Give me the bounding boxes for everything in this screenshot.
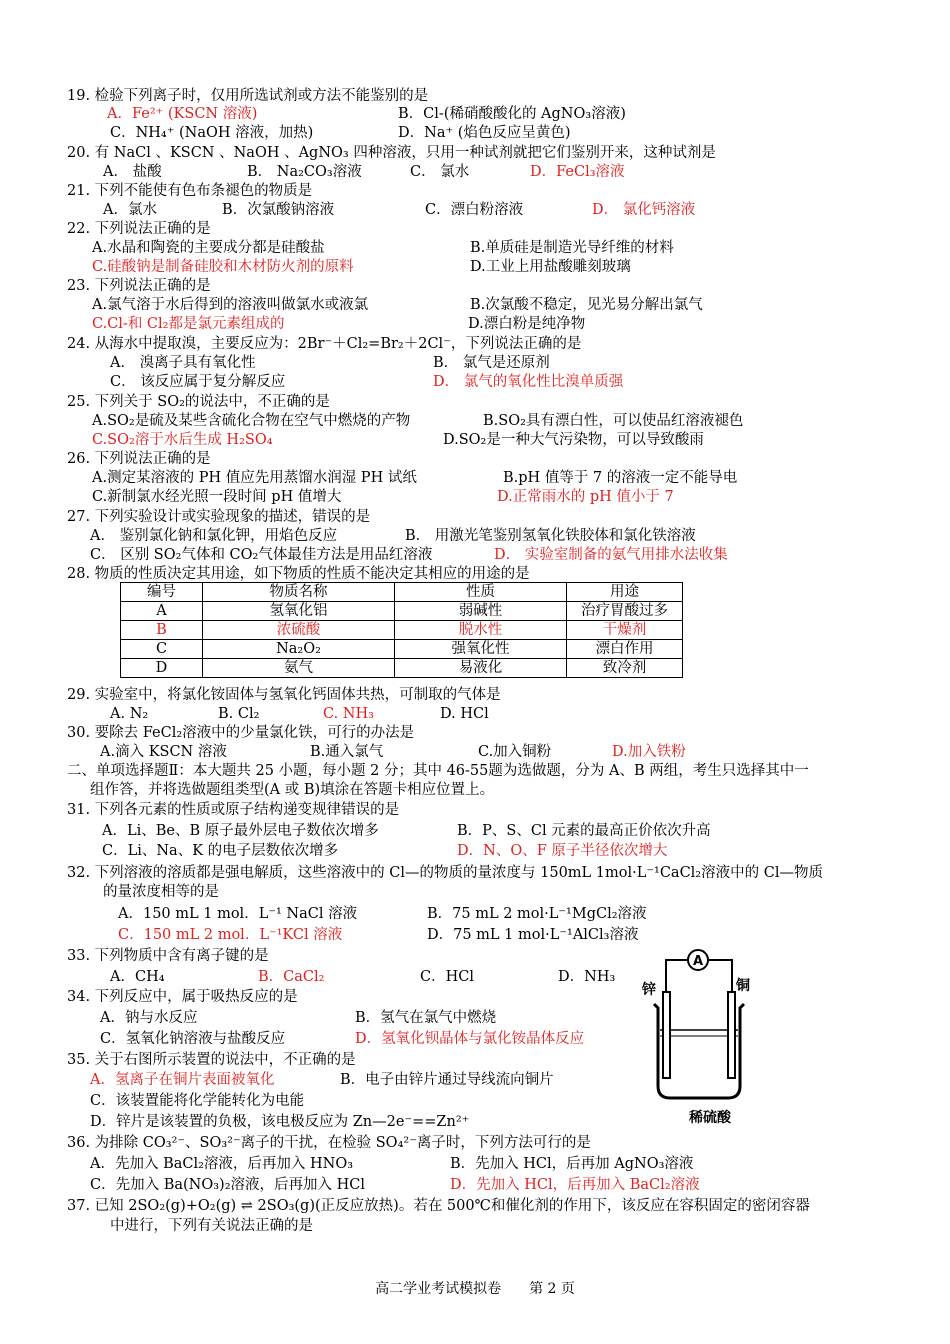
table-header-cell: 用途	[567, 583, 683, 602]
text-line: D.SO₂是一种大气污染物，可以导致酸雨	[443, 432, 704, 448]
text-line: B．CaCl₂	[258, 969, 325, 985]
table-cell: 浓硫酸	[203, 621, 395, 640]
text-line: D.工业上用盐酸雕刻玻璃	[470, 259, 631, 275]
properties-table	[120, 582, 683, 678]
text-line: C.Cl-和 Cl₂都是氯元素组成的	[92, 316, 285, 332]
text-line: 24. 从海水中提取溴，主要反应为：2Br⁻＋Cl₂=Br₂＋2Cl⁻，下列说法正确的是	[67, 336, 582, 352]
text-line: 中进行，下列有关说法正确的是	[110, 1218, 313, 1234]
table-row	[121, 659, 683, 678]
text-line: D． 氯气的氧化性比溴单质强	[433, 374, 624, 390]
acid-label: 稀硫酸	[689, 1110, 731, 1126]
text-line: 28. 物质的性质决定其用途，如下物质的性质不能决定其相应的用途的是	[67, 566, 530, 582]
text-line: A.滴入 KSCN 溶液	[100, 744, 227, 760]
text-line: A． 鉴别氯化钠和氯化钾，用焰色反应	[90, 528, 338, 544]
text-line: D.漂白粉是纯净物	[468, 316, 586, 332]
text-line: D．氢氧化钡晶体与氯化铵晶体反应	[355, 1031, 585, 1047]
text-line: C．NH₄⁺ (NaOH 溶液，加热)	[110, 125, 314, 141]
text-line: B.次氯酸不稳定，见光易分解出氯气	[470, 297, 703, 313]
table-cell: 脱水性	[395, 621, 567, 640]
table-header-cell: 编号	[121, 583, 203, 602]
text-line: B.pH 值等于 7 的溶液一定不能导电	[503, 470, 738, 486]
table-cell: Na₂O₂	[203, 640, 395, 659]
text-line: A． 溴离子具有氧化性	[110, 355, 256, 371]
table-row	[121, 602, 683, 621]
text-line: B. Cl₂	[218, 706, 260, 722]
text-line: 20. 有 NaCl 、KSCN 、NaOH 、AgNO₃ 四种溶液，只用一种试剂就把它们鉴别开来，这种试剂是	[67, 145, 716, 161]
text-line: B． 氯气是还原剂	[433, 355, 550, 371]
zinc-electrode	[663, 992, 670, 1078]
table-cell: 弱碱性	[395, 602, 567, 621]
text-line: A．钠与水反应	[100, 1010, 198, 1026]
table-cell: 致冷剂	[567, 659, 683, 678]
text-line: C.SO₂溶于水后生成 H₂SO₄	[92, 432, 273, 448]
table-cell: D	[121, 659, 203, 678]
text-line: C．漂白粉溶液	[425, 202, 524, 218]
text-line: A.水晶和陶瓷的主要成分都是硅酸盐	[92, 240, 325, 256]
text-line: B．75 mL 2 mol·L⁻¹MgCl₂溶液	[427, 906, 647, 922]
zinc-label: 锌	[642, 982, 656, 998]
text-line: D. HCl	[440, 706, 489, 722]
table-cell: 干燥剂	[567, 621, 683, 640]
text-line: A．氢离子在铜片表面被氧化	[90, 1072, 275, 1088]
text-line: 32. 下列溶液的溶质都是强电解质，这些溶液中的 Cl—的物质的量浓度与 150mL 1mol·L⁻¹CaCl₂溶液中的 Cl—物质	[67, 865, 823, 881]
text-line: 37. 已知 2SO₂(g)+O₂(g) ⇌ 2SO₃(g)(正反应放热)。若在 500℃和催化剂的作用下，该反应在容积固定的密闭容器	[67, 1198, 810, 1214]
text-line: C.加入铜粉	[478, 744, 552, 760]
text-line: 34. 下列反应中，属于吸热反应的是	[67, 989, 298, 1005]
text-line: 36. 为排除 CO₃²⁻、SO₃²⁻离子的干扰，在检验 SO₄²⁻离子时，下列方法可行的是	[67, 1135, 591, 1151]
text-line: A．先加入 BaCl₂溶液，后再加入 HNO₃	[90, 1156, 354, 1172]
table-cell: 氨气	[203, 659, 395, 678]
text-line: 23. 下列说法正确的是	[67, 278, 211, 294]
text-line: 组作答，并将选做题组类型(A 或 B)填涂在答题卡相应位置上。	[90, 782, 495, 798]
text-line: B．电子由锌片通过导线流向铜片	[340, 1072, 554, 1088]
text-line: B．次氯酸钠溶液	[222, 202, 335, 218]
text-line: D．FeCl₃溶液	[530, 164, 625, 180]
text-line: D．先加入 HCl，后再加入 BaCl₂溶液	[450, 1177, 700, 1193]
text-line: 33. 下列物质中含有离子键的是	[67, 948, 269, 964]
table-header-cell: 物质名称	[203, 583, 395, 602]
text-line: B． 用激光笔鉴别氢氧化铁胶体和氯化铁溶液	[405, 528, 696, 544]
table-row	[121, 621, 683, 640]
text-line: 31. 下列各元素的性质或原子结构递变规律错误的是	[67, 802, 400, 818]
table-header-row	[121, 583, 683, 602]
table-cell: 强氧化性	[395, 640, 567, 659]
text-line: A． 盐酸	[103, 164, 162, 180]
text-line: D． 实验室制备的氨气用排水法收集	[494, 547, 728, 563]
text-line: C．HCl	[420, 969, 474, 985]
text-line: 22. 下列说法正确的是	[67, 221, 211, 237]
text-line: C． 氯水	[410, 164, 470, 180]
text-line: 二、单项选择题Ⅱ：本大题共 25 小题，每小题 2 分；其中 46-55题为选做题，分为 A、B 两组，考生只选择其中一	[67, 763, 809, 779]
text-line: 19. 检验下列离子时，仅用所选试剂或方法不能鉴别的是	[67, 88, 429, 104]
text-line: B．P、S、Cl 元素的最高正价依次升高	[457, 823, 711, 839]
copper-label: 铜	[736, 978, 750, 994]
text-line: B.单质硅是制造光导纤维的材料	[470, 240, 674, 256]
table-row	[121, 640, 683, 659]
text-line: B．先加入 HCl，后再加 AgNO₃溶液	[450, 1156, 694, 1172]
text-line: A.SO₂是硫及某些含硫化合物在空气中燃烧的产物	[92, 413, 411, 429]
text-line: B.SO₂具有漂白性，可以使品红溶液褪色	[483, 413, 744, 429]
table-cell: 氢氧化铝	[203, 602, 395, 621]
text-line: D．NH₃	[558, 969, 616, 985]
table-cell: B	[121, 621, 203, 640]
text-line: C．先加入 Ba(NO₃)₂溶液，后再加入 HCl	[90, 1177, 366, 1193]
text-line: C． 区别 SO₂气体和 CO₂气体最佳方法是用品红溶液	[90, 547, 433, 563]
table-header-cell: 性质	[395, 583, 567, 602]
table-cell: 易液化	[395, 659, 567, 678]
text-line: A．CH₄	[110, 969, 165, 985]
text-line: C. NH₃	[323, 706, 374, 722]
text-line: A．Li、Be、B 原子最外层电子数依次增多	[102, 823, 379, 839]
text-line: B．Cl-(稀硝酸酸化的 AgNO₃溶液)	[398, 106, 626, 122]
text-line: D.正常雨水的 pH 值小于 7	[497, 489, 674, 505]
text-line: 的量浓度相等的是	[103, 884, 219, 900]
text-line: D．Na⁺ (焰色反应呈黄色)	[398, 125, 571, 141]
table-cell: A	[121, 602, 203, 621]
text-line: D.加入铁粉	[612, 744, 686, 760]
text-line: A.氯气溶于水后得到的溶液叫做氯水或液氯	[92, 297, 369, 313]
text-line: A．氯水	[103, 202, 157, 218]
text-line: C．氢氧化钠溶液与盐酸反应	[100, 1031, 286, 1047]
table-cell: 治疗胃酸过多	[567, 602, 683, 621]
text-line: D．N、O、F 原子半径依次增大	[457, 843, 668, 859]
text-line: 21. 下列不能使有色布条褪色的物质是	[67, 183, 313, 199]
text-line: C.新制氯水经光照一段时间 pH 值增大	[92, 489, 342, 505]
text-line: 35. 关于右图所示装置的说法中，不正确的是	[67, 1052, 356, 1068]
text-line: D．75 mL 1 mol·L⁻¹AlCl₃溶液	[427, 927, 639, 943]
galvanic-cell-icon	[636, 948, 766, 1126]
text-line: C．Li、Na、K 的电子层数依次增多	[102, 843, 339, 859]
ammeter-label: A	[692, 954, 704, 969]
text-line: 26. 下列说法正确的是	[67, 451, 211, 467]
text-line: C．150 mL 2 mol．L⁻¹KCl 溶液	[118, 927, 343, 943]
text-line: 30. 要除去 FeCl₂溶液中的少量氯化铁，可行的办法是	[67, 725, 415, 741]
text-line: A．Fe²⁺ (KSCN 溶液)	[107, 106, 258, 122]
text-line: A.测定某溶液的 PH 值应先用蒸馏水润湿 PH 试纸	[92, 470, 417, 486]
text-line: 29. 实验室中，将氯化铵固体与氢氧化钙固体共热，可制取的气体是	[67, 687, 501, 703]
copper-electrode	[728, 992, 735, 1078]
text-line: 25. 下列关于 SO₂的说法中，不正确的是	[67, 394, 330, 410]
text-line: C.硅酸钠是制备硅胶和木材防火剂的原料	[92, 259, 354, 275]
text-line: B． Na₂CO₃溶液	[247, 164, 362, 180]
table-cell: 漂白作用	[567, 640, 683, 659]
page-footer: 高二学业考试模拟卷 第 2 页	[375, 1281, 575, 1297]
text-line: B．氢气在氯气中燃烧	[355, 1010, 497, 1026]
text-line: C．该装置能将化学能转化为电能	[90, 1093, 305, 1109]
text-line: A．150 mL 1 mol．L⁻¹ NaCl 溶液	[118, 906, 358, 922]
text-line: 27. 下列实验设计或实验现象的描述，错误的是	[67, 509, 371, 525]
text-line: A. N₂	[110, 706, 149, 722]
text-line: C． 该反应属于复分解反应	[110, 374, 286, 390]
text-line: D． 氯化钙溶液	[592, 202, 696, 218]
table-cell: C	[121, 640, 203, 659]
text-line: D．锌片是该装置的负极，该电极反应为 Zn—2e⁻==Zn²⁺	[90, 1114, 470, 1130]
text-line: B.通入氯气	[310, 744, 384, 760]
